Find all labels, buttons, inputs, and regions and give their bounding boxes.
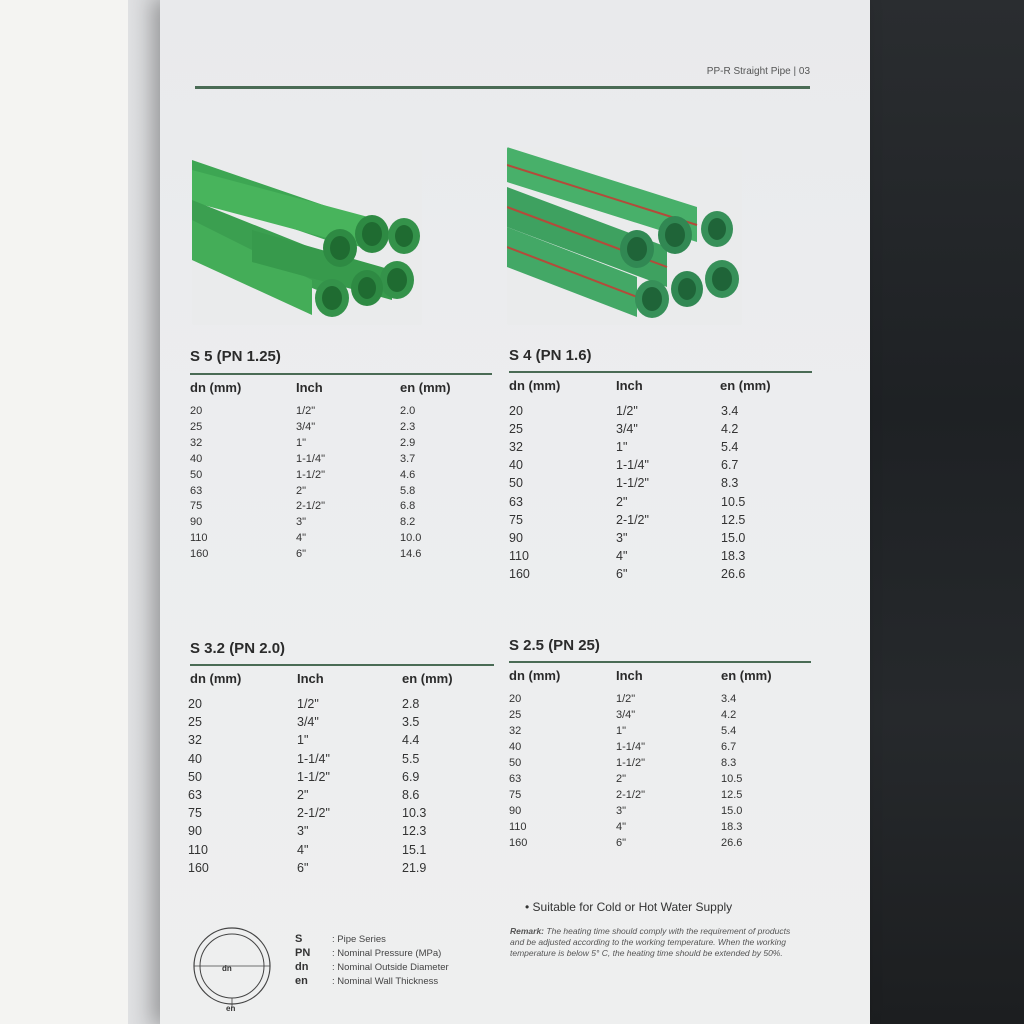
- cell-inch: 3/4": [297, 715, 319, 730]
- cell-dn: 75: [509, 789, 522, 801]
- cell-dn: 90: [509, 805, 522, 817]
- cell-inch: 4": [296, 532, 307, 545]
- cell-dn: 90: [188, 824, 202, 839]
- table-title-s2-5: S 2.5 (PN 25): [509, 637, 600, 654]
- cell-en: 3.5: [402, 715, 420, 730]
- legend-key: PN: [295, 947, 311, 959]
- col-head-inch: Inch: [616, 668, 643, 683]
- page-header: PP-R Straight Pipe | 03: [706, 66, 810, 77]
- cell-en: 8.3: [721, 757, 737, 769]
- remark-text: [510, 926, 800, 959]
- table-title-s4: S 4 (PN 1.6): [509, 347, 592, 364]
- cell-en: 5.5: [402, 751, 420, 766]
- cell-inch: 2-1/2": [297, 806, 330, 821]
- col-head-dn: dn (mm): [190, 380, 242, 395]
- cell-dn: 63: [190, 484, 203, 497]
- cell-en: 18.3: [721, 548, 746, 563]
- cell-inch: 1/2": [616, 404, 638, 418]
- col-head-en: en (mm): [721, 668, 772, 683]
- cell-inch: 6": [297, 860, 309, 875]
- cell-en: 2.0: [400, 405, 416, 417]
- cell-inch: 1": [616, 440, 628, 455]
- cell-inch: 3": [616, 805, 627, 817]
- cell-dn: 63: [509, 494, 523, 509]
- cell-en: 18.3: [721, 821, 743, 833]
- cell-en: 2.9: [400, 436, 416, 449]
- col-head-en: en (mm): [720, 378, 771, 393]
- cell-dn: 40: [188, 751, 202, 766]
- cell-en: 8.3: [721, 476, 739, 491]
- legend-value: : Nominal Pressure (MPa): [332, 948, 442, 959]
- table-rule-s3-2: [190, 664, 494, 666]
- cell-dn: 40: [190, 452, 203, 465]
- cell-inch: 3/4": [296, 420, 316, 433]
- cell-dn: 160: [509, 566, 530, 581]
- cell-dn: 75: [509, 512, 523, 527]
- cell-en: 8.6: [402, 788, 420, 802]
- legend-key: en: [295, 975, 308, 987]
- cell-inch: 1/2": [296, 405, 316, 417]
- cell-en: 5.4: [721, 725, 737, 737]
- cell-inch: 2": [297, 788, 309, 802]
- col-head-inch: Inch: [296, 380, 323, 395]
- diagram-dn-label: dn: [222, 964, 232, 973]
- cell-inch: 4": [616, 821, 627, 833]
- cell-en: 4.2: [721, 422, 739, 437]
- cell-inch: 4": [616, 548, 628, 563]
- cell-inch: 4": [297, 842, 309, 857]
- cell-dn: 25: [190, 420, 203, 433]
- cell-inch: 1-1/2": [616, 476, 649, 491]
- cell-en: 8.2: [400, 516, 416, 529]
- cell-inch: 2-1/2": [296, 500, 325, 513]
- cell-en: 10.0: [400, 532, 422, 545]
- cell-inch: 1": [296, 436, 307, 449]
- cell-en: 15.0: [721, 805, 743, 817]
- cell-inch: 1-1/4": [297, 751, 330, 766]
- cell-dn: 110: [190, 532, 208, 545]
- cell-en: 14.6: [400, 548, 422, 561]
- cell-dn: 110: [188, 842, 208, 857]
- cell-dn: 20: [188, 697, 202, 711]
- cell-en: 2.3: [400, 420, 416, 433]
- cell-dn: 25: [188, 715, 202, 730]
- cell-en: 12.5: [721, 512, 746, 527]
- cell-inch: 6": [616, 837, 627, 849]
- cell-dn: 50: [509, 757, 522, 769]
- cell-inch: 1/2": [616, 693, 636, 705]
- cell-en: 10.3: [402, 806, 427, 821]
- legend-value: : Pipe Series: [332, 934, 386, 945]
- cell-dn: 40: [509, 458, 523, 473]
- table-rule-s5: [190, 373, 492, 375]
- cell-en: 6.7: [721, 458, 739, 473]
- cell-inch: 2": [296, 484, 307, 497]
- table-rule-s4: [509, 371, 812, 373]
- cell-en: 10.5: [721, 773, 743, 785]
- col-head-dn: dn (mm): [509, 668, 561, 683]
- cell-inch: 2-1/2": [616, 789, 645, 801]
- col-head-dn: dn (mm): [509, 378, 561, 393]
- cell-inch: 1-1/2": [616, 757, 645, 769]
- cell-dn: 40: [509, 741, 522, 753]
- cell-en: 4.2: [721, 709, 737, 721]
- cell-en: 5.4: [721, 440, 739, 455]
- cell-inch: 2": [616, 773, 627, 785]
- cell-dn: 110: [509, 821, 527, 833]
- cell-en: 26.6: [721, 566, 746, 581]
- cell-inch: 3/4": [616, 422, 638, 437]
- suitability-note: • Suitable for Cold or Hot Water Supply: [525, 900, 733, 914]
- legend-key: S: [295, 933, 303, 945]
- striped-pipes-photo: [507, 147, 742, 325]
- cell-en: 12.3: [402, 824, 427, 839]
- green-pipes-photo: [192, 150, 422, 325]
- remark-body: The heating time should comply with the requirement of products and be adjusted according to the working temperature. When the working temperature is below 5° C, the heating time should be extended by 50%.: [510, 926, 791, 958]
- legend-key: dn: [295, 961, 309, 973]
- cell-dn: 32: [509, 725, 522, 737]
- cell-dn: 75: [190, 500, 203, 513]
- cell-dn: 63: [509, 773, 522, 785]
- cell-en: 6.8: [400, 500, 416, 513]
- cell-dn: 50: [509, 476, 523, 491]
- cell-en: 26.6: [721, 837, 743, 849]
- cell-inch: 3": [297, 824, 309, 839]
- cell-inch: 6": [616, 566, 628, 581]
- desk-background-right: [864, 0, 1024, 1024]
- cell-en: 3.4: [721, 693, 737, 705]
- cell-dn: 50: [190, 468, 203, 481]
- cell-en: 15.0: [721, 530, 746, 545]
- cell-dn: 90: [190, 516, 203, 529]
- cell-en: 21.9: [402, 860, 427, 875]
- diagram-en-label: en: [226, 1004, 236, 1013]
- cell-en: 3.4: [721, 404, 739, 418]
- cell-en: 6.7: [721, 741, 737, 753]
- catalog-page: [160, 0, 870, 1024]
- cell-en: 2.8: [402, 697, 420, 711]
- col-head-inch: Inch: [616, 378, 643, 393]
- cell-dn: 20: [509, 404, 523, 418]
- col-head-inch: Inch: [297, 671, 324, 686]
- cell-dn: 20: [509, 693, 522, 705]
- cell-dn: 25: [509, 709, 522, 721]
- cell-inch: 2": [616, 494, 628, 509]
- cell-inch: 1-1/2": [296, 468, 325, 481]
- col-head-en: en (mm): [402, 671, 453, 686]
- cell-dn: 32: [190, 436, 203, 449]
- cell-dn: 50: [188, 769, 202, 784]
- remark-label: Remark:: [510, 926, 545, 936]
- col-head-en: en (mm): [400, 380, 451, 395]
- cell-dn: 63: [188, 788, 202, 802]
- cell-dn: 20: [190, 405, 203, 417]
- cell-en: 15.1: [402, 842, 427, 857]
- cell-inch: 6": [296, 548, 307, 561]
- cell-dn: 75: [188, 806, 202, 821]
- cell-inch: 1/2": [297, 697, 319, 711]
- cell-en: 4.4: [402, 733, 420, 748]
- cell-en: 3.7: [400, 452, 416, 465]
- cell-dn: 32: [509, 440, 523, 455]
- table-rule-s2-5: [509, 661, 811, 663]
- cell-inch: 1-1/4": [616, 458, 649, 473]
- cell-en: 10.5: [721, 494, 746, 509]
- cell-inch: 1": [297, 733, 309, 748]
- legend-value: : Nominal Wall Thickness: [332, 976, 439, 987]
- cell-dn: 90: [509, 530, 523, 545]
- cell-en: 5.8: [400, 484, 416, 497]
- cell-inch: 2-1/2": [616, 512, 649, 527]
- cell-dn: 160: [188, 860, 209, 875]
- header-rule: [195, 86, 810, 89]
- cell-dn: 32: [188, 733, 202, 748]
- cell-inch: 1-1/2": [297, 769, 330, 784]
- table-title-s5: S 5 (PN 1.25): [190, 348, 281, 365]
- cell-en: 12.5: [721, 789, 743, 801]
- cell-inch: 3": [296, 516, 307, 529]
- col-head-dn: dn (mm): [190, 671, 242, 686]
- cell-inch: 1-1/4": [616, 741, 645, 753]
- cell-dn: 110: [509, 548, 529, 563]
- cell-dn: 160: [190, 548, 209, 561]
- cell-en: 4.6: [400, 468, 416, 481]
- cell-inch: 1": [616, 725, 627, 737]
- cell-dn: 160: [509, 837, 528, 849]
- cell-inch: 1-1/4": [296, 452, 325, 465]
- cell-en: 6.9: [402, 769, 420, 784]
- cell-inch: 3/4": [616, 709, 636, 721]
- legend-value: : Nominal Outside Diameter: [332, 962, 449, 973]
- table-title-s3-2: S 3.2 (PN 2.0): [190, 640, 286, 657]
- cell-dn: 25: [509, 422, 523, 437]
- pipe-cross-section-diagram: [190, 922, 280, 1017]
- cell-inch: 3": [616, 530, 628, 545]
- desk-background-left: [0, 0, 128, 1024]
